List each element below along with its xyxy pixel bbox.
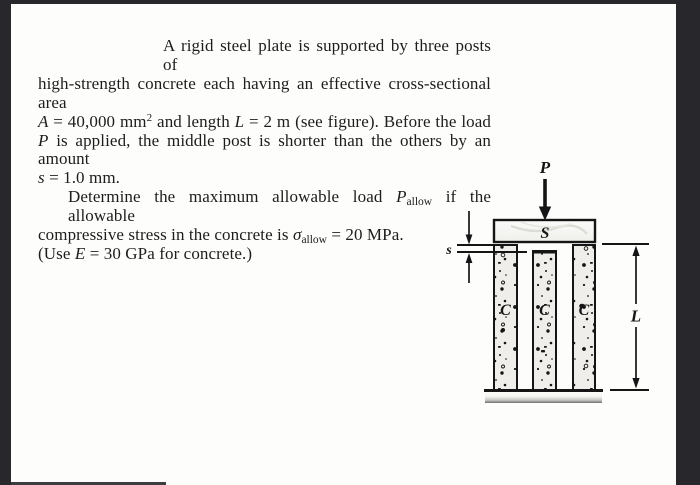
var-A: A (38, 111, 49, 131)
problem-line-3 (38, 113, 491, 132)
length-dimension (602, 244, 649, 390)
text-run: = 30 GPa for concrete.) (85, 243, 253, 263)
text-run: Determine the maximum allowable load (68, 187, 397, 207)
figure-drawing (441, 154, 671, 414)
plate-label: S (540, 225, 550, 242)
subscript-allow: allow (301, 234, 327, 247)
problem-line-6 (38, 188, 491, 226)
length-label: L (630, 306, 642, 326)
problem-line-1 (38, 37, 491, 75)
problem-line-2 (38, 75, 491, 113)
superscript-2: 2 (146, 111, 153, 124)
text-run: = 1.0 mm. (44, 168, 121, 188)
base-support (484, 390, 603, 403)
text-run: = 20 MPa. (327, 225, 404, 245)
speckle (501, 328, 505, 332)
text-run: A rigid steel plate is supported by three posts of (163, 36, 491, 74)
text-run: and length (152, 111, 235, 131)
text-run: = 2 m (see figure). Before the load (244, 111, 491, 131)
gap-label: s (446, 243, 452, 258)
var-P: P (38, 130, 49, 150)
var-L: L (234, 111, 245, 131)
text-run: (Use (38, 243, 75, 263)
text-run: if the allowable (68, 187, 491, 226)
problem-line-5 (38, 169, 491, 188)
post-label-right: C (578, 302, 590, 319)
var-E: E (74, 243, 86, 263)
problem-line-7 (38, 226, 491, 245)
problem-line-8 (38, 245, 491, 264)
load-label: P (539, 158, 551, 177)
text-run: high-strength concrete each having an effective cross-sectional area (38, 73, 491, 112)
post-label-left: C (500, 302, 511, 319)
var-sigma-allow: σ (292, 225, 302, 245)
load-arrow-icon (539, 179, 551, 221)
document-page (11, 4, 676, 485)
text-run: compressive stress in the concrete is (38, 225, 293, 245)
post-label-middle: C (539, 302, 550, 319)
var-s: s (38, 168, 45, 188)
text-run: = 40,000 mm (48, 111, 147, 131)
figure-three-concrete-posts (441, 154, 671, 414)
text-run: is applied, the middle post is shorter than the others by an amount (38, 130, 491, 169)
problem-statement (38, 37, 491, 264)
var-P-allow: P (396, 187, 407, 207)
speckle (541, 350, 545, 352)
post-middle (532, 251, 557, 390)
problem-line-4 (38, 132, 491, 170)
subscript-allow: allow (406, 196, 433, 209)
